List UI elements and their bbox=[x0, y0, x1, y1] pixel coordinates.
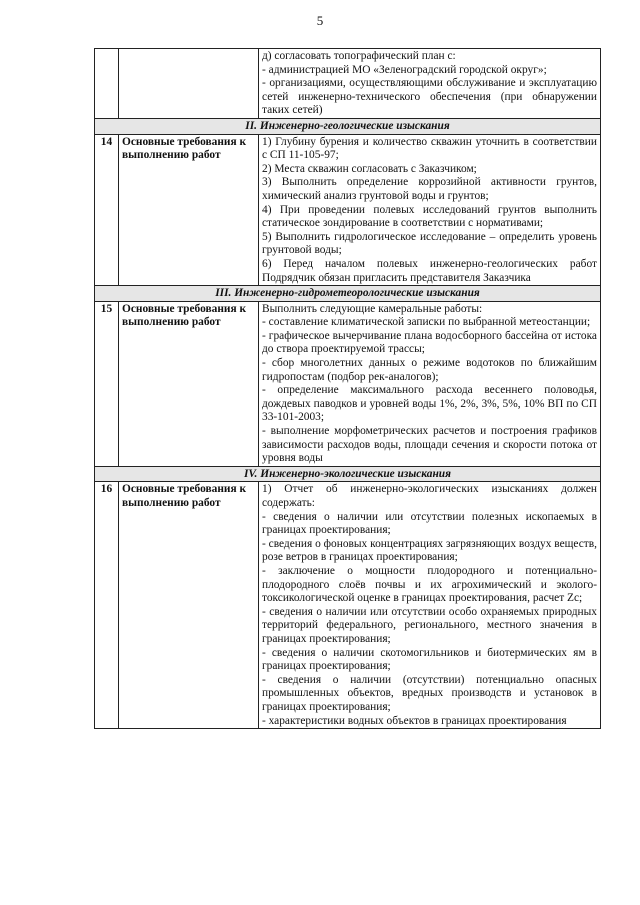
description-line: Выполнить следующие камеральные работы: bbox=[262, 302, 483, 315]
description-line: - заключение о мощности плодородного и потенциально-плодородного слоёв почвы и их агрохимический и эколого-токсикологической оценке в границах проектирования, расчет Zc; bbox=[262, 564, 597, 605]
item-number: 15 bbox=[95, 301, 119, 466]
section-title: II. Инженерно-геологические изыскания bbox=[95, 118, 601, 134]
table-row bbox=[95, 134, 601, 286]
requirement-description bbox=[259, 301, 601, 466]
description-line: - сведения о наличии (отсутствии) потенциально опасных промышленных объектов, вредных производств и установок в границах проектирования; bbox=[262, 673, 597, 713]
item-number: 16 bbox=[95, 482, 119, 729]
section-title: III. Инженерно-гидрометеорологические изыскания bbox=[95, 286, 601, 302]
table-row bbox=[95, 49, 601, 119]
requirement-description bbox=[259, 482, 601, 729]
description-line: - характеристики водных объектов в границах проектирования bbox=[262, 714, 567, 727]
requirements-table bbox=[94, 48, 601, 729]
description-line: - организациями, осуществляющими обслуживание и эксплуатацию сетей инженерно-технического обеспечения (при обнаружении таких сетей) bbox=[262, 77, 597, 117]
description-line: - сбор многолетних данных о режиме водотоков по ближайшим гидропостам (подбор рек-аналогов); bbox=[262, 357, 597, 383]
description-line: 5) Выполнить гидрологическое исследование – определить уровень грунтовой воды; bbox=[262, 230, 597, 257]
description-line: - сведения о фоновых концентрациях загрязняющих воздух веществ, розе ветров в границах проектирования; bbox=[262, 537, 597, 564]
description-line: - сведения о наличии или отсутствии полезных ископаемых в границах проектирования; bbox=[262, 510, 597, 537]
description-line: - сведения о наличии скотомогильников и биотермических ям в границах проектирования; bbox=[262, 646, 597, 673]
section-header-row bbox=[95, 118, 601, 134]
requirement-label bbox=[119, 49, 259, 119]
description-line: 2) Места скважин согласовать с Заказчиком; bbox=[262, 162, 477, 175]
requirement-description bbox=[259, 134, 601, 286]
page-number: 5 bbox=[316, 13, 324, 28]
table-row bbox=[95, 482, 601, 729]
requirement-label: Основные требования к выполнению работ bbox=[119, 482, 259, 729]
description-line: 6) Перед началом полевых инженерно-геологических работ Подрядчик обязан пригласить представителя Заказчика bbox=[262, 257, 597, 284]
description-line: - составление климатической записки по выбранной метеостанции; bbox=[262, 316, 591, 329]
description-line: 4) При проведении полевых исследований грунтов выполнить статическое зондирование в соответствии с нормативами; bbox=[262, 203, 597, 230]
table-row bbox=[95, 301, 601, 466]
requirement-label: Основные требования к выполнению работ bbox=[119, 301, 259, 466]
section-header-row bbox=[95, 286, 601, 302]
item-number bbox=[95, 49, 119, 119]
requirement-description bbox=[259, 49, 601, 119]
item-number: 14 bbox=[95, 134, 119, 286]
description-line: - администрацией МО «Зеленоградский городской округ»; bbox=[262, 63, 547, 76]
description-line: 3) Выполнить определение коррозийной активности грунтов, химический анализ грунтовой воды и грунтов; bbox=[262, 176, 597, 202]
description-line: - графическое вычерчивание плана водосборного бассейна от истока до створа проектируемой трассы; bbox=[262, 329, 597, 356]
description-line: - выполнение морфометрических расчетов и построения графиков зависимости расходов воды, площади сечения и скорости потока от уровня воды bbox=[262, 425, 597, 465]
description-line: - определение максимального расхода весеннего половодья, дождевых паводков и уровней воды 1%, 2%, 3%, 5%, 10% ВП по СП 33-101-2003; bbox=[262, 384, 597, 424]
description-line: 1) Глубину бурения и количество скважин уточнить в соответствии с СП 11-105-97; bbox=[262, 135, 597, 162]
section-header-row bbox=[95, 466, 601, 482]
requirement-label: Основные требования к выполнению работ bbox=[119, 134, 259, 286]
table-body bbox=[95, 49, 601, 729]
section-title: IV. Инженерно-экологические изыскания bbox=[95, 466, 601, 482]
description-line: 1) Отчет об инженерно-экологических изысканиях должен содержать: bbox=[262, 483, 597, 509]
description-line: д) согласовать топографический план с: bbox=[262, 50, 456, 62]
description-line: - сведения о наличии или отсутствии особо охраняемых природных территорий федерального, регионального, местного значения в границах проектирования; bbox=[262, 605, 597, 645]
